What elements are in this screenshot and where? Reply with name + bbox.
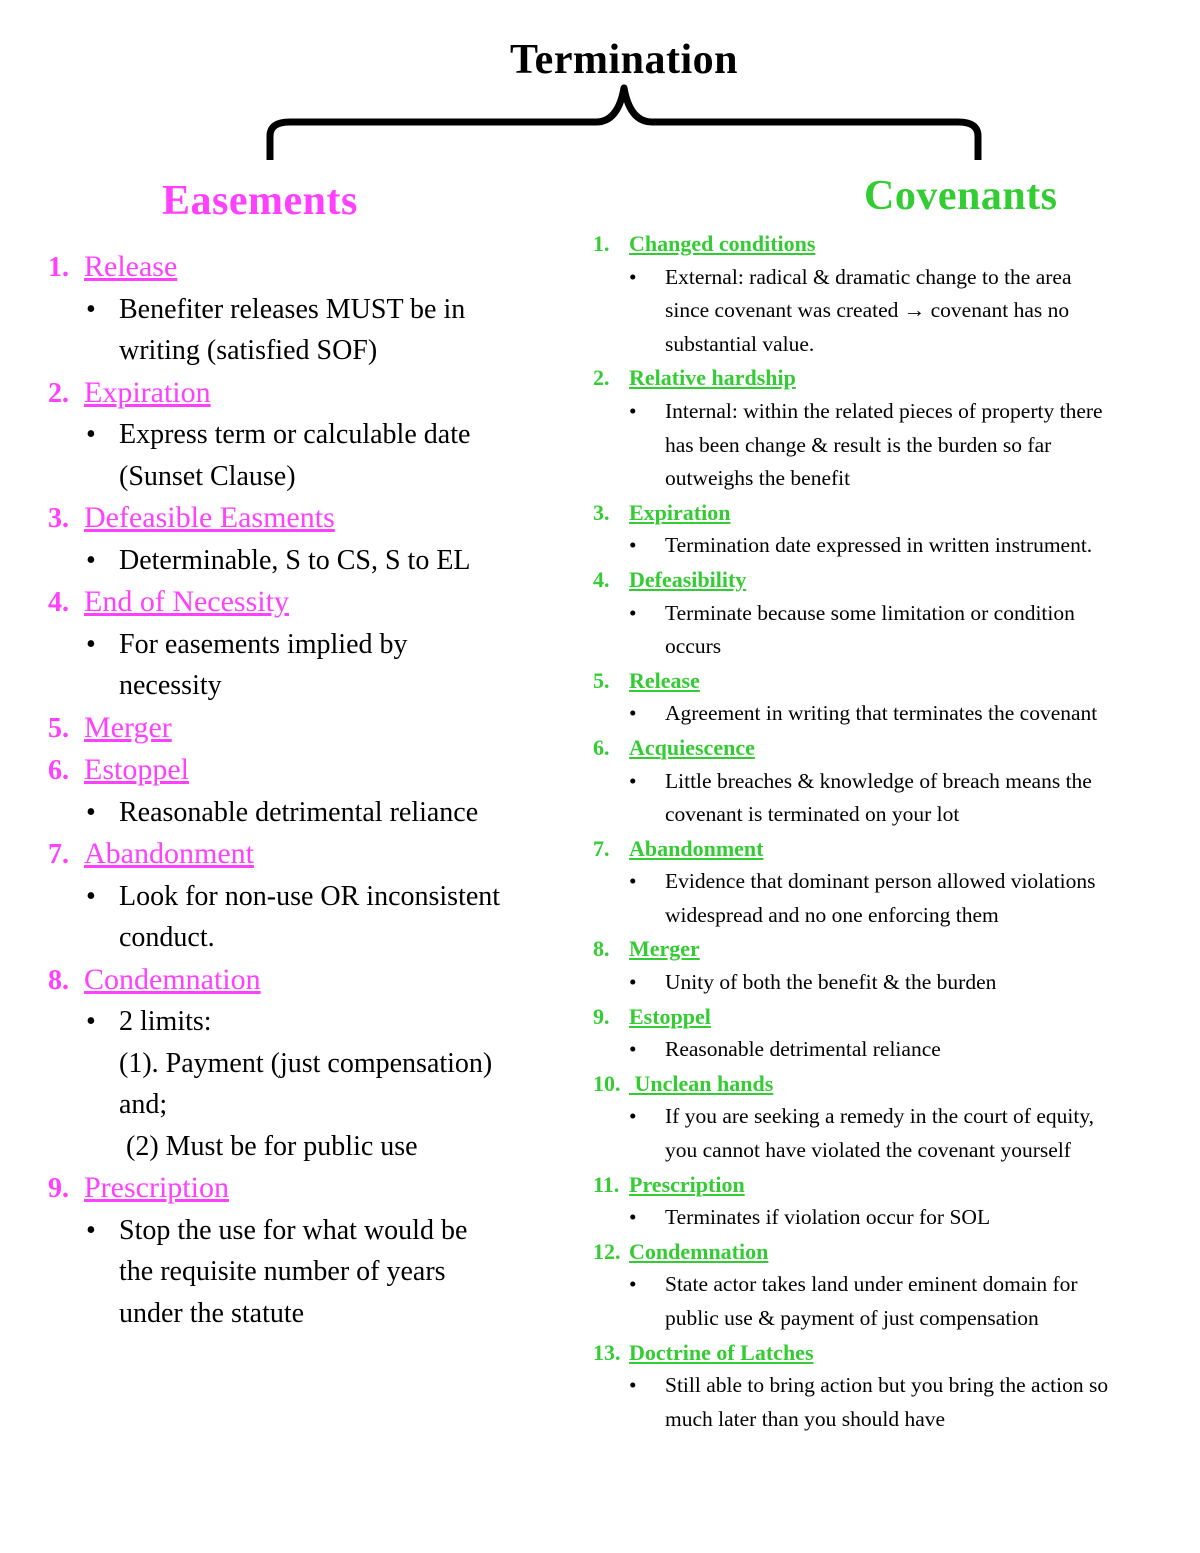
covenants-item xyxy=(593,832,1193,866)
bullet-text-line: Look for non-use OR inconsistent xyxy=(119,880,501,912)
bullet-icon: • xyxy=(629,970,637,995)
item-heading: Expiration xyxy=(629,499,731,525)
bullet-text-line: (2) Must be for public use xyxy=(119,1130,418,1162)
covenants-item xyxy=(593,932,1193,966)
bullet-icon: • xyxy=(629,1037,637,1062)
bullet-icon: • xyxy=(86,419,96,450)
item-heading: Abandonment xyxy=(629,835,764,861)
item-number: 9. xyxy=(593,1003,610,1029)
easements-item xyxy=(48,959,568,1002)
bullet-point xyxy=(48,289,568,372)
bullet-text-line: Termination date expressed in written instrument. xyxy=(665,533,1093,558)
covenants-item xyxy=(593,1168,1193,1202)
bullet-point xyxy=(593,1201,1193,1235)
bullet-point xyxy=(593,261,1193,362)
bullet-text-line: Little breaches & knowledge of breach means the xyxy=(665,768,1092,793)
item-number: 13. xyxy=(593,1339,621,1365)
bullet-point xyxy=(593,1369,1193,1436)
bullet-text-line: Evidence that dominant person allowed violations xyxy=(665,869,1096,894)
item-heading: Doctrine of Latches xyxy=(629,1339,814,1365)
item-heading: Release xyxy=(84,250,178,283)
item-heading: Estoppel xyxy=(629,1003,711,1029)
bullet-text-line: If you are seeking a remedy in the court of equity, xyxy=(665,1104,1095,1129)
bullet-text-line: (1). Payment (just compensation) xyxy=(119,1047,493,1079)
curly-brace-icon xyxy=(260,84,990,164)
covenants-item xyxy=(593,1067,1193,1101)
bullet-text-line: conduct. xyxy=(119,922,215,953)
bullet-point xyxy=(593,597,1193,664)
bullet-text-line: Internal: within the related pieces of property there xyxy=(665,398,1103,423)
bullet-text-line: External: radical & dramatic change to the area xyxy=(665,264,1072,289)
bullet-point xyxy=(593,765,1193,832)
item-number: 9. xyxy=(48,1173,69,1204)
bullet-text-line: Still able to bring action but you bring the action so xyxy=(665,1373,1109,1398)
bullet-icon: • xyxy=(629,264,637,289)
bullet-text-line: the requisite number of years xyxy=(119,1256,446,1287)
item-heading: Defeasibility xyxy=(629,566,747,592)
covenants-item xyxy=(593,1336,1193,1370)
bullet-text-line: Benefiter releases MUST be in xyxy=(119,293,466,325)
item-heading: Prescription xyxy=(629,1171,745,1197)
bullet-text-line: Terminates if violation occur for SOL xyxy=(665,1205,991,1230)
bullet-text-line: State actor takes land under eminent domain for xyxy=(665,1272,1078,1297)
bullet-text-line: 2 limits: xyxy=(119,1006,212,1037)
easements-list xyxy=(48,246,568,1334)
bullet-text-line: covenant is terminated on your lot xyxy=(665,802,960,827)
bullet-icon: • xyxy=(86,293,96,325)
item-heading: End of Necessity xyxy=(84,585,289,618)
item-number: 2. xyxy=(593,365,610,391)
bullet-text-line: has been change & result is the burden so far xyxy=(665,432,1052,457)
item-heading: Unclean hands xyxy=(629,1070,774,1096)
bullet-text-line: and; xyxy=(119,1089,168,1120)
item-heading: Merger xyxy=(84,710,172,744)
item-heading: Changed conditions xyxy=(629,231,816,256)
bullet-text-line: public use & payment of just compensation xyxy=(665,1306,1039,1330)
bullet-text-line: Determinable, S to CS, S to EL xyxy=(119,544,471,576)
bullet-icon: • xyxy=(629,1373,637,1398)
bullet-text-line: widespread and no one enforcing them xyxy=(665,902,999,927)
bullet-text-line: occurs xyxy=(665,634,722,659)
bullet-text-line: (Sunset Clause) xyxy=(119,460,296,492)
covenants-heading: Covenants xyxy=(864,173,1058,219)
bullet-icon: • xyxy=(86,796,96,828)
bullet-text-line: necessity xyxy=(119,670,222,701)
bullet-point xyxy=(48,1001,568,1167)
bullet-point xyxy=(593,1268,1193,1335)
bullet-point xyxy=(48,624,568,707)
covenants-item xyxy=(593,1000,1193,1034)
easements-item xyxy=(48,749,568,792)
bullet-icon: • xyxy=(629,533,637,558)
bullet-text-line: under the statute xyxy=(119,1297,305,1329)
bullet-icon: • xyxy=(629,768,637,793)
item-number: 6. xyxy=(593,734,610,760)
item-number: 4. xyxy=(48,587,69,618)
item-number: 12. xyxy=(593,1238,621,1264)
easements-item xyxy=(48,581,568,624)
bullet-point xyxy=(48,1210,568,1335)
bullet-text-line: since covenant was created → covenant has no xyxy=(665,298,1070,323)
bullet-point xyxy=(593,697,1193,731)
covenants-item xyxy=(593,1235,1193,1269)
item-heading: Abandonment xyxy=(84,837,254,870)
item-number: 5. xyxy=(593,667,610,693)
item-heading: Merger xyxy=(629,936,700,962)
bullet-text-line: Agreement in writing that terminates the covenant xyxy=(665,701,1098,726)
covenants-list xyxy=(593,227,1193,1436)
bullet-icon: • xyxy=(629,1272,637,1297)
bullet-text-line: Unity of both the benefit & the burden xyxy=(665,970,997,995)
bullet-text-line: Reasonable detrimental reliance xyxy=(665,1037,941,1062)
easements-item xyxy=(48,833,568,876)
bullet-point xyxy=(593,966,1193,1000)
item-heading: Condemnation xyxy=(84,962,261,996)
bullet-icon: • xyxy=(629,1104,637,1129)
bullet-point xyxy=(593,865,1193,932)
item-heading: Acquiescence xyxy=(629,734,755,760)
easements-item xyxy=(48,246,568,289)
bullet-icon: • xyxy=(86,880,96,912)
bullet-point xyxy=(593,529,1193,563)
bullet-point xyxy=(593,395,1193,496)
easements-item xyxy=(48,1167,568,1210)
item-number: 6. xyxy=(48,755,69,786)
bullet-point xyxy=(48,876,568,959)
item-number: 4. xyxy=(593,566,610,592)
bullet-point xyxy=(593,1033,1193,1067)
bullet-text-line: substantial value. xyxy=(665,331,815,356)
bullet-icon: • xyxy=(86,1214,96,1246)
item-heading: Estoppel xyxy=(84,753,189,786)
bullet-point xyxy=(48,414,568,497)
bullet-icon: • xyxy=(629,398,637,423)
item-heading: Expiration xyxy=(84,375,211,409)
item-heading: Prescription xyxy=(84,1171,229,1204)
bullet-text-line: outweighs the benefit xyxy=(665,466,851,491)
easements-item xyxy=(48,497,568,540)
bullet-icon: • xyxy=(629,600,637,625)
item-number: 7. xyxy=(593,835,610,861)
bullet-icon: • xyxy=(629,701,637,726)
item-number: 3. xyxy=(593,499,610,525)
bullet-icon: • xyxy=(629,1205,637,1230)
covenants-item xyxy=(593,361,1193,395)
bullet-text-line: Stop the use for what would be xyxy=(119,1214,468,1246)
bullet-icon: • xyxy=(86,628,96,660)
bullet-text-line: much later than you should have xyxy=(665,1406,946,1431)
covenants-item xyxy=(593,664,1193,698)
bullet-icon: • xyxy=(86,1006,96,1037)
bullet-icon: • xyxy=(629,869,637,894)
easements-item xyxy=(48,707,568,750)
covenants-item xyxy=(593,731,1193,765)
item-number: 3. xyxy=(48,503,69,534)
item-number: 5. xyxy=(48,712,69,744)
bullet-text-line: Terminate because some limitation or condition xyxy=(665,600,1075,625)
bullet-text-line: you cannot have violated the covenant yourself xyxy=(665,1138,1071,1163)
covenants-item xyxy=(593,227,1193,261)
item-heading: Relative hardship xyxy=(629,365,796,391)
item-number: 8. xyxy=(593,936,610,962)
item-number: 10. xyxy=(593,1070,621,1096)
item-number: 11. xyxy=(593,1171,620,1197)
item-number: 8. xyxy=(48,964,69,996)
item-heading: Release xyxy=(629,667,700,693)
bullet-point xyxy=(48,792,568,834)
bullet-icon: • xyxy=(86,544,96,576)
item-heading: Condemnation xyxy=(629,1238,769,1264)
covenants-item xyxy=(593,496,1193,530)
bullet-text-line: For easements implied by xyxy=(119,628,408,660)
bullet-text-line: Express term or calculable date xyxy=(119,419,471,450)
bullet-text-line: Reasonable detrimental reliance xyxy=(119,796,479,828)
easements-heading: Easements xyxy=(162,178,358,224)
item-number: 1. xyxy=(593,231,610,256)
item-number: 2. xyxy=(48,377,69,409)
item-number: 7. xyxy=(48,839,69,870)
item-heading: Defeasible Easments xyxy=(84,501,335,534)
item-number: 1. xyxy=(48,252,69,283)
covenants-item xyxy=(593,563,1193,597)
bullet-text-line: writing (satisfied SOF) xyxy=(119,335,378,366)
bullet-point xyxy=(48,540,568,582)
bullet-point xyxy=(593,1100,1193,1167)
page-title: Termination xyxy=(510,37,738,83)
easements-item xyxy=(48,372,568,415)
